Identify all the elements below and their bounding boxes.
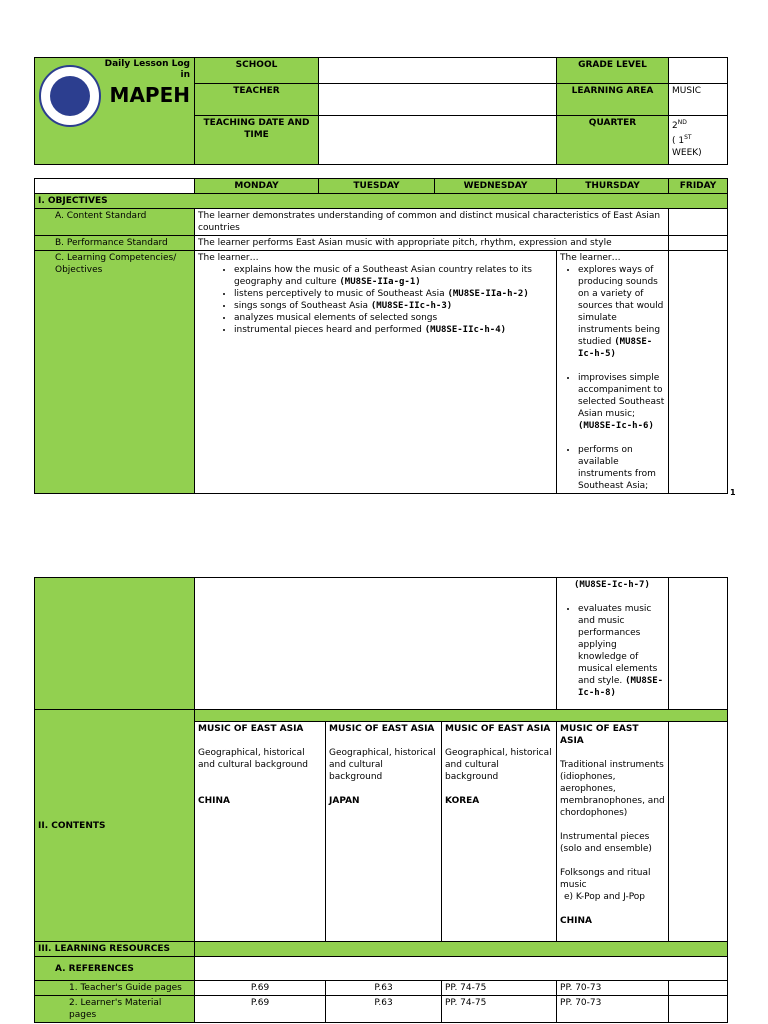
day-friday: FRIDAY: [669, 179, 728, 194]
school-label: SCHOOL: [195, 58, 319, 84]
days-header-row: [35, 179, 728, 194]
quarter-label: QUARTER: [557, 116, 669, 165]
contents-thursday: [557, 722, 669, 942]
dll-title: Daily Lesson Log in: [104, 59, 190, 80]
performance-standard-text: The learner performs East Asian music with appropriate pitch, rhythm, expression and style: [195, 236, 669, 251]
learner-intro: The learner…: [198, 253, 259, 263]
learning-area-label: LEARNING AREA: [557, 84, 669, 116]
week-suffix: ST: [684, 134, 692, 141]
contents-wednesday-background: Geographical, historical and cultural background: [445, 748, 552, 782]
header-brand-cell: [35, 58, 195, 165]
continued-mon-wed: [195, 578, 557, 710]
seal-center-icon: [50, 76, 90, 116]
contents-heading: II. CONTENTS: [38, 820, 106, 831]
competency-item: • sings songs of Southeast Asia (MU8SE-IIc-h-3): [234, 300, 553, 312]
continued-friday: [669, 578, 728, 710]
contents-thursday-pop: e) K-Pop and J-Pop: [564, 892, 646, 902]
day-thursday: THURSDAY: [557, 179, 669, 194]
contents-tuesday-title: MUSIC OF EAST ASIA: [329, 724, 435, 734]
content-standard-label: A. Content Standard: [35, 209, 195, 236]
quarter-suffix: ND: [677, 119, 687, 126]
content-standard-text: The learner demonstrates understanding of common and distinct musical characteristics of East Asian countries: [195, 209, 669, 236]
teacher-value[interactable]: [319, 84, 557, 116]
competency-item: • explains how the music of a Southeast Asian country relates to its geography and culture (MU8SE-IIa-g-1): [234, 264, 553, 288]
references-label: A. REFERENCES: [35, 957, 195, 981]
contents-thursday-pieces: Instrumental pieces (solo and ensemble): [560, 832, 652, 854]
day-monday: MONDAY: [195, 179, 319, 194]
continued-thursday: [557, 578, 669, 710]
references-blank: [195, 957, 728, 981]
resources-green-bar: [195, 942, 728, 957]
contents-monday: [195, 722, 326, 942]
contents-tuesday: [326, 722, 442, 942]
header-table: [34, 57, 728, 165]
competency-list: [198, 264, 553, 336]
content-standard-friday: [669, 209, 728, 236]
learning-area-value: MUSIC: [669, 84, 728, 116]
contents-tuesday-country: JAPAN: [329, 796, 360, 806]
continued-list: [560, 603, 665, 699]
continued-item: • evaluates music and music performances applying knowledge of musical elements and style. (MU8SE-Ic-h-8): [578, 603, 665, 699]
thursday-competency-item: • explores ways of producing sounds on a variety of sources that would simulate instruments being studied (MU8SE-Ic-h-5): [578, 264, 665, 360]
thursday-intro: The learner…: [560, 253, 621, 263]
contents-tuesday-background: Geographical, historical and cultural background: [329, 748, 436, 782]
lm-pages-label: 2. Learner's Material pages: [35, 996, 195, 1023]
grade-level-value[interactable]: [669, 58, 728, 84]
competency-item: • listens perceptively to music of Southeast Asia (MU8SE-IIa-h-2): [234, 288, 553, 300]
contents-wednesday-country: KOREA: [445, 796, 480, 806]
continued-code: (MU8SE-Ic-h-7): [574, 580, 650, 590]
competencies-mon-wed: [195, 251, 557, 494]
tg-tuesday: P.63: [326, 981, 442, 996]
grade-level-label: GRADE LEVEL: [557, 58, 669, 84]
continued-label-cell: [35, 578, 195, 710]
page-number: 1: [730, 488, 736, 497]
tg-wednesday: PP. 74-75: [442, 981, 557, 996]
performance-standard-friday: [669, 236, 728, 251]
school-value[interactable]: [319, 58, 557, 84]
day-wednesday: WEDNESDAY: [435, 179, 557, 194]
competencies-label: C. Learning Competencies/ Objectives: [35, 251, 195, 494]
lm-friday: [669, 996, 728, 1023]
contents-wednesday: [442, 722, 557, 942]
teacher-label: TEACHER: [195, 84, 319, 116]
resources-heading: III. LEARNING RESOURCES: [35, 942, 195, 957]
subject-title: MAPEH: [109, 83, 190, 107]
week-close: WEEK): [672, 148, 702, 158]
contents-monday-title: MUSIC OF EAST ASIA: [198, 724, 304, 734]
objectives-heading: I. OBJECTIVES: [35, 194, 728, 209]
contents-thursday-instruments: Traditional instruments (idiophones, aerophones, membranophones, and chordophones): [560, 760, 665, 818]
lm-wednesday: PP. 74-75: [442, 996, 557, 1023]
tg-friday: [669, 981, 728, 996]
thursday-competency-list: [560, 264, 665, 492]
competency-item: • instrumental pieces heard and performed (MU8SE-IIc-h-4): [234, 324, 553, 336]
contents-friday: [669, 722, 728, 942]
teaching-date-label: TEACHING DATE AND TIME: [195, 116, 319, 165]
contents-thursday-folk: Folksongs and ritual music: [560, 868, 651, 890]
performance-standard-label: B. Performance Standard: [35, 236, 195, 251]
contents-wednesday-title: MUSIC OF EAST ASIA: [445, 724, 551, 734]
page2-table: [34, 577, 728, 1023]
days-header-blank: [35, 179, 195, 194]
competencies-thursday: [557, 251, 669, 494]
tg-pages-label: 1. Teacher's Guide pages: [35, 981, 195, 996]
thursday-competency-item: • performs on available instruments from Southeast Asia;: [578, 444, 665, 492]
tg-thursday: PP. 70-73: [557, 981, 669, 996]
contents-heading-cell: [35, 710, 195, 942]
week-open: ( 1: [672, 136, 685, 146]
quarter-number: 2: [672, 121, 678, 131]
contents-monday-background: Geographical, historical and cultural background: [198, 748, 308, 770]
objectives-table: [34, 178, 728, 494]
tg-monday: P.69: [195, 981, 326, 996]
teaching-date-value[interactable]: [319, 116, 557, 165]
deped-seal-logo: [39, 65, 101, 127]
day-tuesday: TUESDAY: [319, 179, 435, 194]
quarter-value: [669, 116, 728, 165]
lm-tuesday: P.63: [326, 996, 442, 1023]
lm-thursday: PP. 70-73: [557, 996, 669, 1023]
contents-thursday-title: MUSIC OF EAST ASIA: [560, 724, 639, 746]
contents-thursday-country: CHINA: [560, 916, 592, 926]
contents-green-bar: [195, 710, 728, 722]
lm-monday: P.69: [195, 996, 326, 1023]
competencies-friday: [669, 251, 728, 494]
thursday-competency-item: • improvises simple accompaniment to selected Southeast Asian music; (MU8SE-Ic-h-6): [578, 372, 665, 432]
contents-monday-country: CHINA: [198, 796, 230, 806]
competency-item: • analyzes musical elements of selected songs: [234, 312, 553, 324]
